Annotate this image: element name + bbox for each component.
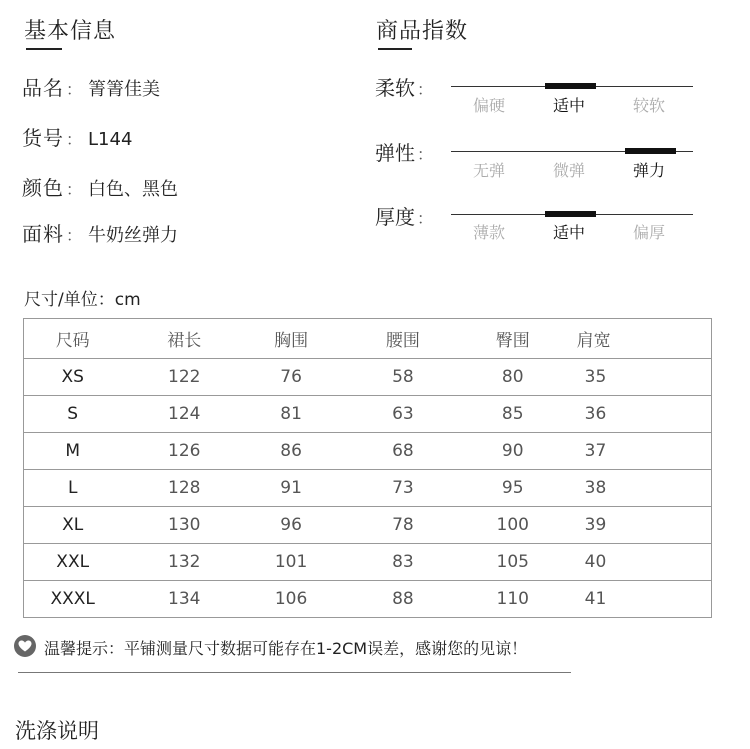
basic-info-underline bbox=[26, 48, 62, 50]
table-row bbox=[24, 433, 712, 470]
table-cell: 85 bbox=[471, 396, 555, 433]
size-table-header-row bbox=[24, 319, 712, 359]
table-row bbox=[24, 470, 712, 507]
table-cell: 100 bbox=[471, 507, 555, 544]
table-row bbox=[24, 359, 712, 396]
table-cell: 88 bbox=[392, 589, 414, 609]
scale-label-elasticity bbox=[375, 137, 433, 166]
table-cell: 37 bbox=[555, 433, 712, 470]
size-cell: M bbox=[24, 433, 122, 470]
scale-option-selected: 适中 bbox=[552, 96, 585, 115]
size-unit-caption: 尺寸/单位：cm bbox=[24, 290, 141, 310]
table-cell: 124 bbox=[121, 396, 247, 433]
scale-option: 较软 bbox=[632, 96, 665, 115]
info-colon: ： bbox=[66, 80, 83, 99]
table-cell: 91 bbox=[247, 470, 335, 507]
column-header-size: 尺码 bbox=[24, 319, 122, 359]
size-cell: XXXL bbox=[50, 589, 95, 609]
table-cell: 96 bbox=[247, 507, 335, 544]
table-cell: 110 bbox=[496, 589, 529, 609]
column-header-hip: 臀围 bbox=[471, 319, 555, 359]
scale-marker-thickness bbox=[545, 211, 596, 217]
scale-label: 柔软 bbox=[375, 76, 415, 100]
table-cell: 86 bbox=[247, 433, 335, 470]
table-cell: 95 bbox=[471, 470, 555, 507]
size-cell: L bbox=[24, 470, 122, 507]
info-row-fabric bbox=[22, 218, 178, 247]
scale-colon: ： bbox=[417, 209, 434, 228]
table-row bbox=[24, 544, 712, 581]
scale-option: 微弹 bbox=[552, 161, 585, 180]
info-row-item-no bbox=[22, 122, 132, 151]
heart-icon bbox=[14, 635, 36, 657]
heart-icon-glyph bbox=[14, 635, 36, 657]
scale-option: 无弹 bbox=[472, 161, 505, 180]
column-header-shoulder: 肩宽 bbox=[555, 319, 712, 359]
tip-divider bbox=[18, 672, 571, 673]
product-index-title: 商品指数 bbox=[376, 19, 469, 44]
table-cell: 36 bbox=[555, 396, 712, 433]
table-cell: 58 bbox=[335, 359, 471, 396]
table-cell: 101 bbox=[247, 544, 335, 581]
scale-option-selected: 弹力 bbox=[632, 161, 665, 180]
column-header-length: 裙长 bbox=[121, 319, 247, 359]
tip-text: 温馨提示：平铺测量尺寸数据可能存在1-2CM误差，感谢您的见谅！ bbox=[44, 639, 528, 658]
table-cell: 41 bbox=[584, 589, 607, 609]
table-cell: 126 bbox=[121, 433, 247, 470]
info-label: 品名 bbox=[22, 76, 64, 100]
scale-option: 薄款 bbox=[472, 223, 505, 242]
info-colon: ： bbox=[66, 180, 83, 199]
scale-option: 偏厚 bbox=[632, 223, 665, 242]
table-cell: 63 bbox=[335, 396, 471, 433]
table-cell: 132 bbox=[121, 544, 247, 581]
scale-option-selected: 适中 bbox=[552, 223, 585, 242]
table-cell: 73 bbox=[335, 470, 471, 507]
scale-marker-elasticity bbox=[625, 148, 676, 154]
table-row bbox=[24, 581, 712, 618]
scale-label-softness bbox=[375, 72, 433, 101]
info-colon: ： bbox=[66, 226, 83, 245]
table-cell: 81 bbox=[247, 396, 335, 433]
info-value: 白色、黑色 bbox=[88, 179, 179, 200]
column-header-bust: 胸围 bbox=[247, 319, 335, 359]
table-cell: 106 bbox=[274, 589, 308, 609]
basic-info-title: 基本信息 bbox=[24, 19, 117, 44]
table-cell: 78 bbox=[335, 507, 471, 544]
scale-label: 弹性 bbox=[375, 141, 415, 165]
table-cell: 40 bbox=[555, 544, 712, 581]
scale-colon: ： bbox=[417, 80, 434, 99]
size-cell: XL bbox=[24, 507, 122, 544]
table-cell: 68 bbox=[335, 433, 471, 470]
table-cell: 90 bbox=[471, 433, 555, 470]
info-value: 牛奶丝弹力 bbox=[88, 225, 179, 246]
info-value: L144 bbox=[88, 129, 133, 150]
table-cell: 38 bbox=[555, 470, 712, 507]
table-cell: 39 bbox=[555, 507, 712, 544]
table-cell: 122 bbox=[121, 359, 247, 396]
table-cell: 35 bbox=[555, 359, 712, 396]
column-header-waist: 腰围 bbox=[335, 319, 471, 359]
info-value: 箐箐佳美 bbox=[88, 79, 161, 100]
scale-marker-softness bbox=[545, 83, 596, 89]
size-cell: XXL bbox=[24, 544, 122, 581]
scale-option: 偏硬 bbox=[472, 96, 505, 115]
info-row-color bbox=[22, 172, 178, 201]
table-row bbox=[24, 507, 712, 544]
table-cell: 128 bbox=[121, 470, 247, 507]
table-cell: 130 bbox=[121, 507, 247, 544]
info-colon: ： bbox=[66, 130, 83, 149]
size-cell: XS bbox=[24, 359, 122, 396]
table-cell: 76 bbox=[247, 359, 335, 396]
care-instructions-title: 洗涤说明 bbox=[15, 719, 99, 743]
info-label: 颜色 bbox=[22, 176, 64, 200]
table-row bbox=[24, 396, 712, 433]
info-label: 面料 bbox=[22, 222, 64, 246]
table-cell: 105 bbox=[471, 544, 555, 581]
table-cell: 134 bbox=[168, 589, 201, 609]
table-cell: 80 bbox=[471, 359, 555, 396]
table-cell: 83 bbox=[335, 544, 471, 581]
scale-label-thickness bbox=[375, 201, 433, 230]
scale-colon: ： bbox=[417, 145, 434, 164]
size-cell: S bbox=[24, 396, 122, 433]
size-table bbox=[23, 318, 712, 618]
scale-label: 厚度 bbox=[375, 205, 415, 229]
info-label: 货号 bbox=[22, 126, 64, 150]
info-row-name bbox=[22, 72, 160, 101]
product-index-underline bbox=[378, 48, 412, 50]
